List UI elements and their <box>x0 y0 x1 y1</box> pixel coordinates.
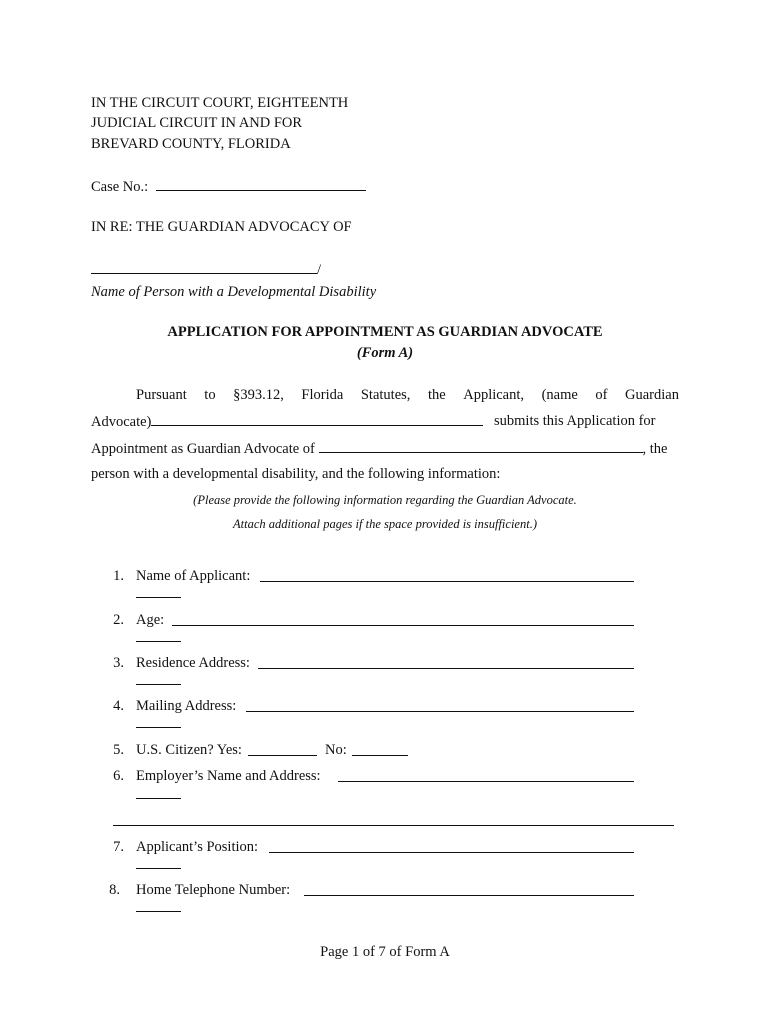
residence-address-blank-continued[interactable] <box>136 670 181 685</box>
mailing-address-blank[interactable] <box>246 697 634 712</box>
paragraph-line-2-end: submits this Application for <box>494 413 656 429</box>
ward-name-blank[interactable] <box>319 438 643 453</box>
mailing-address-blank-continued[interactable] <box>136 713 181 728</box>
case-number-label: Case No.: <box>91 179 149 195</box>
slash-mark: / <box>317 262 322 278</box>
age-blank-continued[interactable] <box>136 627 181 642</box>
paragraph-line-1 <box>91 385 679 405</box>
item-label: Mailing Address: <box>136 698 237 714</box>
age-blank[interactable] <box>172 611 634 626</box>
word: §393.12, <box>233 387 284 403</box>
word: the <box>427 387 446 403</box>
court-header-line-2: JUDICIAL CIRCUIT IN AND FOR <box>91 115 303 131</box>
item-label: Residence Address: <box>136 655 250 671</box>
page-footer: Page 1 of 7 of Form A <box>320 944 450 960</box>
item-number: 6. <box>113 768 124 784</box>
person-name-row <box>91 259 321 280</box>
word: Florida <box>301 387 344 403</box>
person-caption: Name of Person with a Developmental Disability <box>91 284 377 300</box>
word: (name <box>541 387 578 403</box>
applicant-name-blank-continued[interactable] <box>136 583 181 598</box>
item-label: Age: <box>136 612 165 628</box>
employer-blank[interactable] <box>338 767 634 782</box>
item-label: Applicant’s Position: <box>136 839 259 855</box>
employer-blank-extra-line[interactable] <box>113 811 674 826</box>
item-number: 8. <box>109 882 120 898</box>
home-telephone-blank-continued[interactable] <box>136 897 181 912</box>
item-number: 2. <box>113 612 124 628</box>
item-label: Home Telephone Number: <box>136 882 291 898</box>
item-label-no: No: <box>325 742 347 758</box>
person-name-blank[interactable] <box>91 259 317 274</box>
applicant-position-blank-continued[interactable] <box>136 854 181 869</box>
item-number: 7. <box>113 839 124 855</box>
form-subtitle: (Form A) <box>356 345 414 361</box>
paragraph-line-2-start: Advocate) <box>91 414 152 430</box>
item-number: 5. <box>113 742 124 758</box>
word: to <box>204 387 216 403</box>
item-number: 4. <box>113 698 124 714</box>
employer-blank-continued[interactable] <box>136 784 181 799</box>
item-number: 1. <box>113 568 124 584</box>
paragraph-line-2 <box>91 411 483 432</box>
word: of <box>595 387 608 403</box>
citizen-no-blank[interactable] <box>352 741 408 756</box>
home-telephone-blank[interactable] <box>304 881 634 896</box>
item-number: 3. <box>113 655 124 671</box>
residence-address-blank[interactable] <box>258 654 634 669</box>
applicant-name-blank[interactable] <box>260 567 634 582</box>
applicant-position-blank[interactable] <box>269 838 634 853</box>
case-number-row <box>91 176 366 197</box>
word: Guardian <box>625 387 679 403</box>
word: Statutes, <box>360 387 411 403</box>
case-number-blank[interactable] <box>156 176 366 191</box>
paragraph-line-3-end: , the <box>642 441 668 457</box>
instruction-line-2: Attach additional pages if the space provided is insufficient.) <box>232 517 537 531</box>
word: Pursuant <box>136 387 187 403</box>
paragraph-line-3-start: Appointment as Guardian Advocate of <box>91 441 315 457</box>
court-header-line-1: IN THE CIRCUIT COURT, EIGHTEENTH <box>91 95 349 111</box>
paragraph-line-4: person with a developmental disability, and the following information: <box>91 466 501 482</box>
item-label: Employer’s Name and Address: <box>136 768 321 784</box>
word: Applicant, <box>463 387 525 403</box>
in-re-line: IN RE: THE GUARDIAN ADVOCACY OF <box>91 219 352 235</box>
citizen-yes-blank[interactable] <box>248 741 317 756</box>
instruction-line-1: (Please provide the following information regarding the Guardian Advocate. <box>193 493 577 507</box>
guardian-name-blank[interactable] <box>151 411 483 426</box>
form-title: APPLICATION FOR APPOINTMENT AS GUARDIAN ADVOCATE <box>167 324 603 340</box>
item-label: Name of Applicant: <box>136 568 251 584</box>
paragraph-line-3 <box>91 438 667 459</box>
item-label: U.S. Citizen? Yes: <box>136 742 242 758</box>
court-header-line-3: BREVARD COUNTY, FLORIDA <box>91 136 291 152</box>
